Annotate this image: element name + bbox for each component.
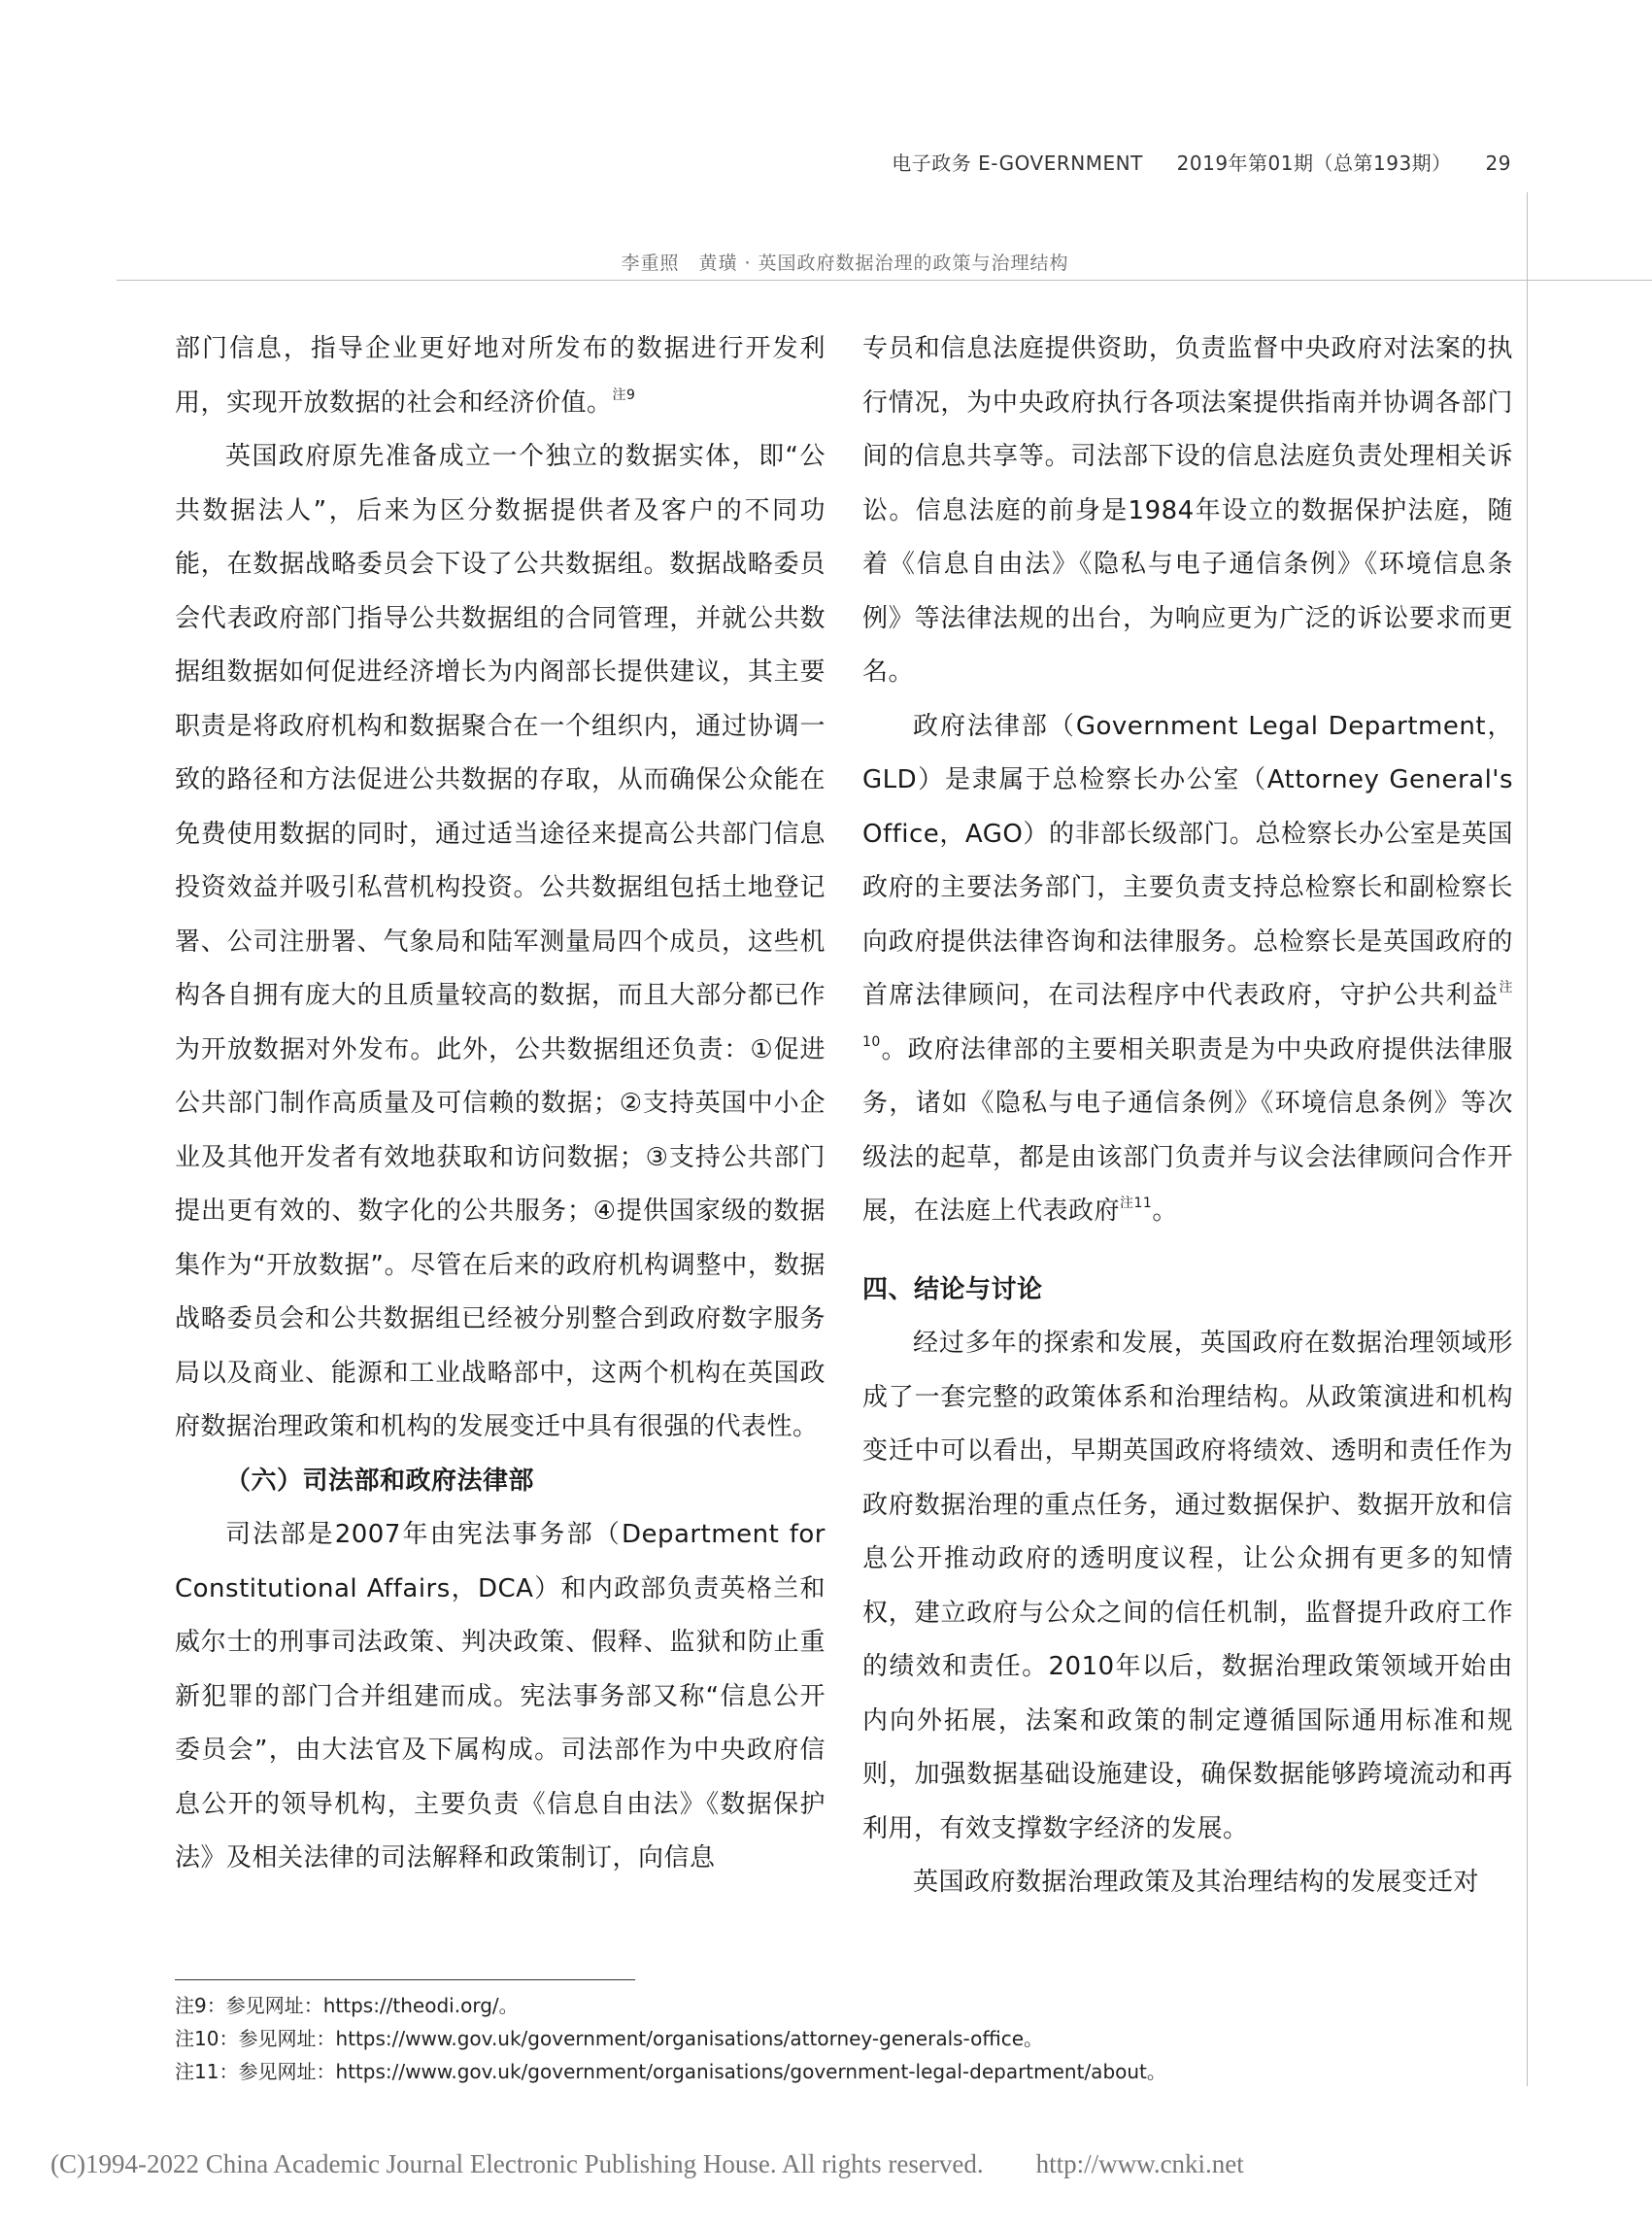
paragraph: 专员和信息法庭提供资助，负责监督中央政府对法案的执行情况，为中央政府执行各项法案提供指南并协调各部门间的信息共享等。司法部下设的信息法庭负责处理相关诉讼。信息法庭的前身是1984年设立的数据保护法庭，随着《信息自由法》《隐私与电子通信条例》《环境信息条例》等法律法规的出台，为响应更为广泛的诉讼要求而更名。 (862, 334, 1513, 687)
paragraph-text: 。 (1152, 1197, 1178, 1226)
paragraph-text: 。政府法律部的主要相关职责是为中央政府提供法律服务，诸如《隐私与电子通信条例》《环境信息条例》等次级法的起草，都是由该部门负责并与议会法律顾问合作开展，在法庭上代表政府 (862, 1034, 1513, 1226)
paragraph: 英国政府原先准备成立一个独立的数据实体，即“公共数据法人”，后来为区分数据提供者及客户的不同功能，在数据战略委员会下设了公共数据组。数据战略委员会代表政府部门指导公共数据组的合同管理，并就公共数据组数据如何促进经济增长为内阁部长提供建议，其主要职责是将政府机构和数据聚合在一个组织内，通过协调一致的路径和方法促进公共数据的存取，从而确保公众能在免费使用数据的同时，通过适当途径来提高公共部门信息投资效益并吸引私营机构投资。公共数据组包括土地登记署、公司注册署、气象局和陆军测量局四个成员，这些机构各自拥有庞大的且质量较高的数据，而且大部分都已作为开放数据对外发布。此外，公共数据组还负责：①促进公共部门制作高质量及可信赖的数据；②支持英国中小企业及其他开发者有效地获取和访问数据；③支持公共部门提出更有效的、数字化的公共服务；④提供国家级的数据集作为“开放数据”。尽管在后来的政府机构调整中，数据战略委员会和公共数据组已经被分别整合到政府数字服务局以及商业、能源和工业战略部中，这两个机构在英国政府数据治理政策和机构的发展变迁中具有很强的代表性。 (175, 442, 826, 1441)
paragraph (862, 700, 1513, 1239)
paragraph: 司法部是2007年由宪法事务部（Department for Constitutional Affairs，DCA）和内政部负责英格兰和威尔士的刑事司法政策、判决政策、假释、监狱和防止重新犯罪的部门合并组建而成。宪法事务部又称“信息公开委员会”，由大法官及下属构成。司法部作为中央政府信息公开的领导机构，主要负责《信息自由法》《数据保护法》及相关法律的司法解释和政策制订，向信息 (175, 1520, 826, 1872)
header-rule (117, 280, 1652, 281)
left-column (175, 322, 826, 1886)
margin-divider (1527, 192, 1528, 2086)
footnote: 注10：参见网址：https://www.gov.uk/government/organisations/attorney-generals-office。 (175, 2027, 1044, 2050)
paragraph-text: 政府法律部（Government Legal Department，GLD）是隶属于总检察长办公室（Attorney General's Office，AGO）的非部长级部门。总检察长办公室是英国政府的主要法务部门，主要负责支持总检察长和副检察长向政府提供法律咨询和法律服务。总检察长是英国政府的首席法律顾问，在司法程序中代表政府，守护公共利益 (862, 711, 1513, 1010)
journal-name: 电子政务 E-GOVERNMENT (892, 152, 1143, 175)
paragraph: 英国政府数据治理政策及其治理结构的发展变迁对 (913, 1868, 1480, 1897)
footnote-ref[interactable]: 注11 (1120, 1196, 1153, 1211)
footnote: 注11：参见网址：https://www.gov.uk/government/organisations/government-legal-department/about。 (175, 2060, 1166, 2083)
paragraph-text: 部门信息，指导企业更好地对所发布的数据进行开发利用，实现开放数据的社会和经济价值。 (175, 334, 826, 418)
right-column (862, 322, 1513, 1910)
footnote: 注9：参见网址：https://theodi.org/。 (175, 1994, 519, 2017)
paragraph (175, 322, 826, 430)
paragraph: 经过多年的探索和发展，英国政府在数据治理领域形成了一套完整的政策体系和治理结构。从政策演进和机构变迁中可以看出，早期英国政府将绩效、透明和责任作为政府数据治理的重点任务，通过数据保护、数据开放和信息公开推动政府的透明度议程，让公众拥有更多的知情权，建立政府与公众之间的信任机制，监督提升政府工作的绩效和责任。2010年以后，数据治理政策领域开始由内向外拓展，法案和政策的制定遵循国际通用标准和规则，加强数据基础设施建设，确保数据能够跨境流动和再利用，有效支撑数字经济的发展。 (862, 1329, 1513, 1843)
journal-header (892, 148, 1511, 176)
footnote-ref[interactable]: 注10 (862, 980, 1513, 1050)
running-title: 李重照 黄璜 · 英国政府数据治理的政策与治理结构 (621, 253, 1069, 274)
section-heading: 四、结论与讨论 (862, 1274, 1043, 1304)
footnotes (175, 1989, 1437, 2088)
copyright-notice: (C)1994-2022 China Academic Journal Electronic Publishing House. All rights reserved. http://www.cnki.net (51, 2149, 1244, 2178)
subsection-heading: （六）司法部和政府法律部 (225, 1466, 535, 1496)
page-number: 29 (1485, 152, 1511, 175)
footnote-rule (175, 1979, 635, 1980)
issue-info: 2019年第01期（总第193期） (1176, 152, 1452, 175)
footnote-ref[interactable]: 注9 (612, 387, 636, 403)
